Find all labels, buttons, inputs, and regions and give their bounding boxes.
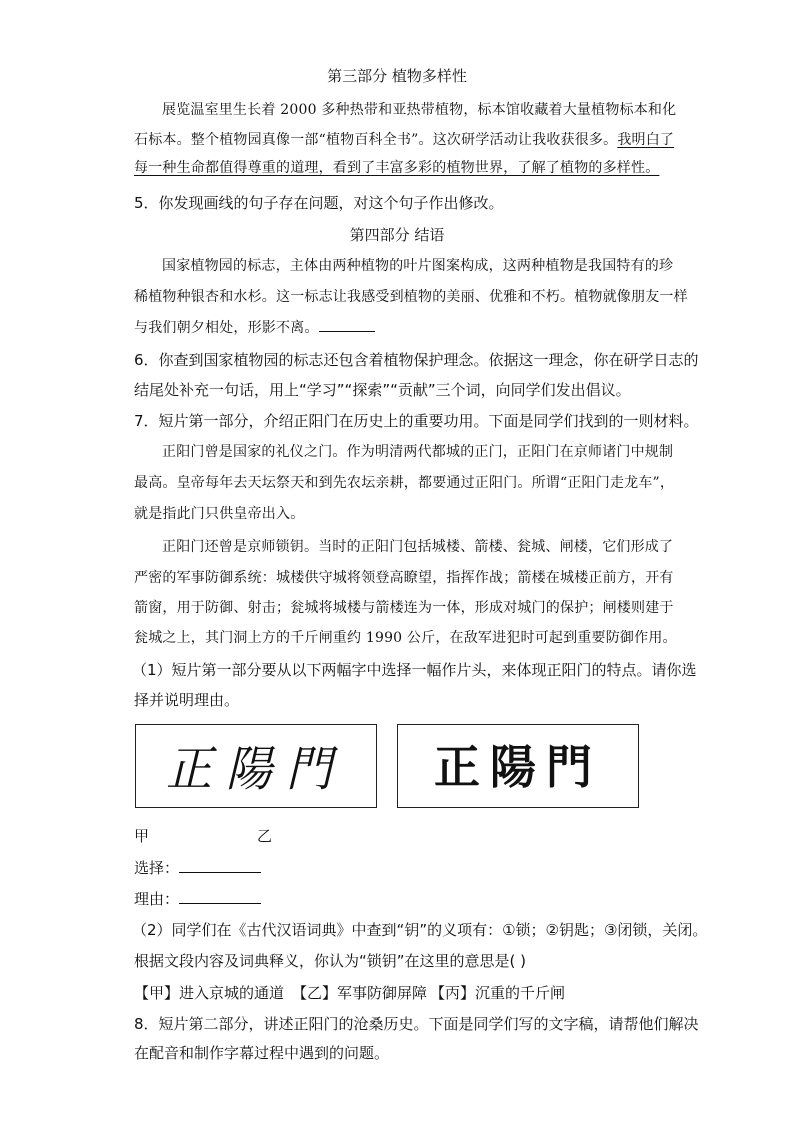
question-6-line2: 结尾处补充一句话，用上“学习”“探索”“贡献”三个词，向同学们发出倡议。 <box>134 381 631 399</box>
section3-plain-text: 石标本。整个植物园真像一部“植物百科全书”。这次研学活动让我收获很多。 <box>134 132 618 148</box>
subquestion-2-line2: 根据文段内容及词典释义，你认为“锁钥”在这里的意思是( ) <box>134 952 527 970</box>
section3-heading: 第三部分 植物多样性 <box>327 67 467 85</box>
question-8-line1: 8．短片第二部分，讲述正阳门的沧桑历史。下面是同学们写的文字稿，请帮他们解决 <box>134 1015 699 1033</box>
calligraphy-jia-image <box>156 736 356 796</box>
reason-row <box>134 889 261 909</box>
question-5: 5．你发现画线的句子存在问题，对这个句子作出修改。 <box>134 194 504 212</box>
subquestion-1-line1: （1）短片第一部分要从以下两幅字中选择一幅作片头，来体现正阳门的特点。请你选 <box>132 661 697 679</box>
section4-heading: 第四部分 结语 <box>349 226 445 244</box>
calligraphy-yi-image <box>418 736 618 796</box>
material-line6: 箭窗，用于防御、射击；瓮城将城楼与箭楼连为一体，形成对城门的保护；闸楼则建于 <box>134 600 674 616</box>
choice-blank[interactable] <box>179 858 261 873</box>
option-jia[interactable]: 【甲】进入京城的通道 <box>134 984 285 1002</box>
label-yi: 乙 <box>257 827 273 845</box>
option-bing[interactable]: 【丙】沉重的千斤闸 <box>430 984 566 1002</box>
calligraphy-box-jia[interactable] <box>135 724 377 808</box>
question-8-line2: 在配音和制作字幕过程中遇到的问题。 <box>134 1044 390 1062</box>
label-jia: 甲 <box>134 827 150 845</box>
underlined-sentence-start: 我明白了 <box>617 132 675 148</box>
material-line4: 正阳门还曾是京师锁钥。当时的正阳门包括城楼、箭楼、瓮城、闸楼，它们形成了 <box>162 539 674 555</box>
subquestion-2-line1: （2）同学们在《古代汉语词典》中查到“钥”的义项有：①锁；②钥匙；③闭锁，关闭。 <box>132 921 708 939</box>
material-line5: 严密的军事防御系统：城楼供守城将领登高瞭望，指挥作战；箭楼在城楼正前方，开有 <box>134 570 674 586</box>
choice-label: 选择： <box>134 859 180 877</box>
section4-paragraph-line3 <box>134 317 375 338</box>
answer-blank-section4[interactable] <box>319 317 375 332</box>
material-line3: 就是指此门只供皇帝出入。 <box>134 506 305 522</box>
underlined-sentence-end: 每一种生命都值得尊重的道理，看到了丰富多彩的植物世界，了解了植物的多样性。 <box>134 160 660 176</box>
section4-text: 与我们朝夕相处，形影不离。 <box>134 320 319 336</box>
material-line1: 正阳门曾是国家的礼仪之门。作为明清两代都城的正门，正阳门在京师诸门中规制 <box>162 444 674 460</box>
reason-label: 理由： <box>134 890 180 908</box>
choice-row <box>134 858 261 878</box>
option-yi[interactable]: 【乙】军事防御屏障 <box>292 984 428 1002</box>
question-6-line1: 6．你查到国家植物园的标志还包含着植物保护理念。依据这一理念，你在研学日志的 <box>134 351 699 369</box>
calligraphy-yi-text: 正陽門 <box>434 740 602 794</box>
section3-paragraph-line2 <box>134 130 674 150</box>
section4-paragraph-line2: 稀植物种银杏和水杉。这一标志让我感受到植物的美丽、优雅和不朽。植物就像朋友一样 <box>134 289 688 305</box>
calligraphy-box-yi[interactable] <box>397 724 639 808</box>
calligraphy-jia-text: 正陽門 <box>166 741 346 798</box>
question-7-intro: 7．短片第一部分，介绍正阳门在历史上的重要功用。下面是同学们找到的一则材料。 <box>134 412 699 430</box>
material-line7: 瓮城之上，其门洞上方的千斤闸重约 1990 公斤，在敌军进犯时可起到重要防御作用。 <box>134 630 677 646</box>
subquestion-1-line2: 择并说明理由。 <box>134 691 240 709</box>
section4-paragraph-line1: 国家植物园的标志，主体由两种植物的叶片图案构成，这两种植物是我国特有的珍 <box>162 258 674 274</box>
reason-blank[interactable] <box>179 889 261 904</box>
material-line2: 最高。皇帝每年去天坛祭天和到先农坛亲耕，都要通过正阳门。所谓“正阳门走龙车”， <box>134 475 675 491</box>
section3-paragraph-line1: 展览温室里生长着 2000 多种热带和亚热带植物，标本馆收藏着大量植物标本和化 <box>162 102 677 118</box>
